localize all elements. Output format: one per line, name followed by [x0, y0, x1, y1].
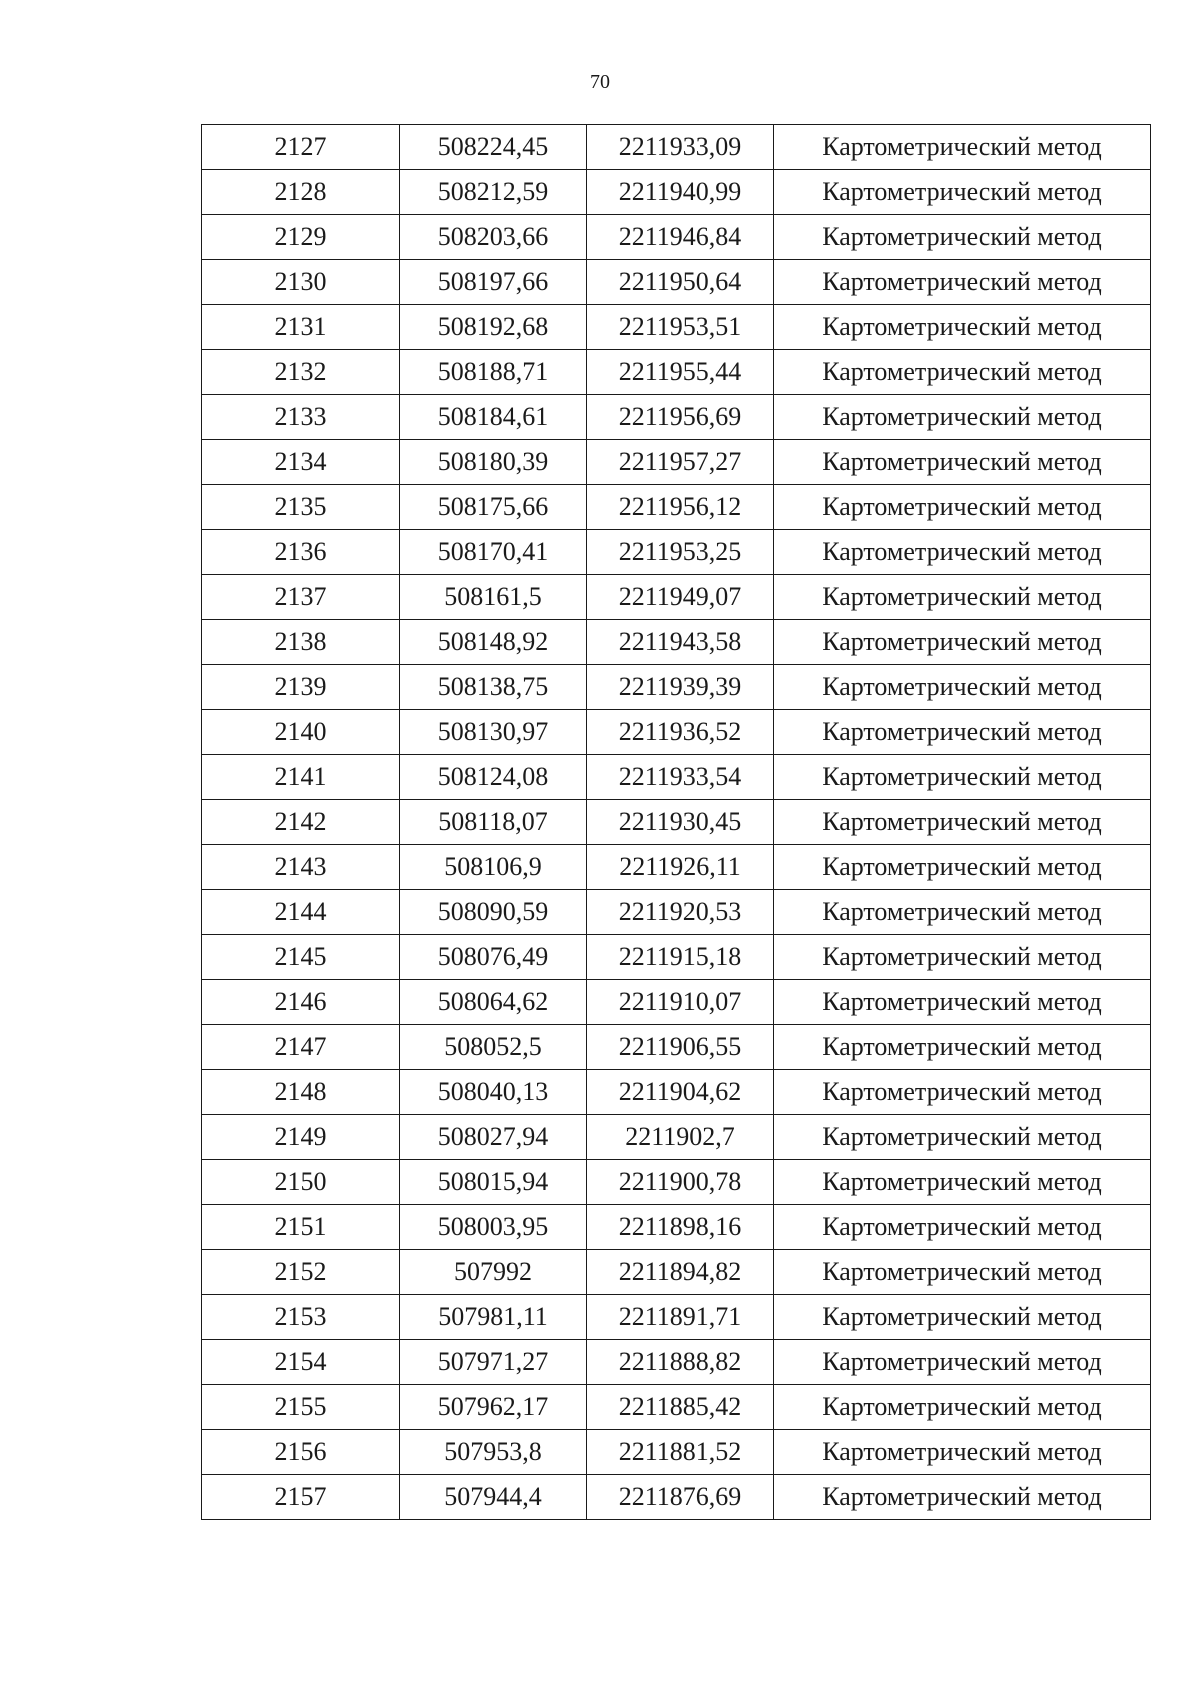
method-cell: Картометрический метод: [774, 125, 1151, 170]
table-row: [202, 395, 1151, 440]
y-coordinate-cell: 2211915,18: [587, 935, 774, 980]
x-coordinate-cell: 508076,49: [400, 935, 587, 980]
y-coordinate-cell: 2211881,52: [587, 1430, 774, 1475]
method-cell: Картометрический метод: [774, 755, 1151, 800]
table-row: [202, 305, 1151, 350]
y-coordinate-cell: 2211898,16: [587, 1205, 774, 1250]
point-number-cell: 2146: [202, 980, 400, 1025]
x-coordinate-cell: 508224,45: [400, 125, 587, 170]
method-cell: Картометрический метод: [774, 1115, 1151, 1160]
table-row: [202, 1160, 1151, 1205]
point-number-cell: 2132: [202, 350, 400, 395]
table-row: [202, 575, 1151, 620]
table-row: [202, 125, 1151, 170]
method-cell: Картометрический метод: [774, 440, 1151, 485]
y-coordinate-cell: 2211953,51: [587, 305, 774, 350]
table-row: [202, 1295, 1151, 1340]
method-cell: Картометрический метод: [774, 845, 1151, 890]
table-row: [202, 1340, 1151, 1385]
x-coordinate-cell: 508212,59: [400, 170, 587, 215]
y-coordinate-cell: 2211950,64: [587, 260, 774, 305]
point-number-cell: 2152: [202, 1250, 400, 1295]
y-coordinate-cell: 2211956,12: [587, 485, 774, 530]
table-row: [202, 485, 1151, 530]
x-coordinate-cell: 508148,92: [400, 620, 587, 665]
y-coordinate-cell: 2211920,53: [587, 890, 774, 935]
point-number-cell: 2148: [202, 1070, 400, 1115]
x-coordinate-cell: 508161,5: [400, 575, 587, 620]
table-row: [202, 980, 1151, 1025]
method-cell: Картометрический метод: [774, 215, 1151, 260]
method-cell: Картометрический метод: [774, 1295, 1151, 1340]
x-coordinate-cell: 508124,08: [400, 755, 587, 800]
table-row: [202, 935, 1151, 980]
method-cell: Картометрический метод: [774, 710, 1151, 755]
x-coordinate-cell: 508188,71: [400, 350, 587, 395]
point-number-cell: 2154: [202, 1340, 400, 1385]
y-coordinate-cell: 2211894,82: [587, 1250, 774, 1295]
table-row: [202, 530, 1151, 575]
x-coordinate-cell: 508138,75: [400, 665, 587, 710]
point-number-cell: 2140: [202, 710, 400, 755]
y-coordinate-cell: 2211949,07: [587, 575, 774, 620]
table-row: [202, 440, 1151, 485]
x-coordinate-cell: 508040,13: [400, 1070, 587, 1115]
point-number-cell: 2133: [202, 395, 400, 440]
method-cell: Картометрический метод: [774, 350, 1151, 395]
point-number-cell: 2150: [202, 1160, 400, 1205]
page-number: 70: [590, 71, 610, 93]
point-number-cell: 2151: [202, 1205, 400, 1250]
method-cell: Картометрический метод: [774, 1205, 1151, 1250]
point-number-cell: 2137: [202, 575, 400, 620]
method-cell: Картометрический метод: [774, 170, 1151, 215]
y-coordinate-cell: 2211956,69: [587, 395, 774, 440]
method-cell: Картометрический метод: [774, 620, 1151, 665]
point-number-cell: 2155: [202, 1385, 400, 1430]
method-cell: Картометрический метод: [774, 485, 1151, 530]
table-row: [202, 215, 1151, 260]
x-coordinate-cell: 508003,95: [400, 1205, 587, 1250]
point-number-cell: 2134: [202, 440, 400, 485]
point-number-cell: 2153: [202, 1295, 400, 1340]
point-number-cell: 2142: [202, 800, 400, 845]
method-cell: Картометрический метод: [774, 890, 1151, 935]
method-cell: Картометрический метод: [774, 395, 1151, 440]
x-coordinate-cell: 508130,97: [400, 710, 587, 755]
table-row: [202, 1070, 1151, 1115]
table-row: [202, 1250, 1151, 1295]
point-number-cell: 2128: [202, 170, 400, 215]
point-number-cell: 2144: [202, 890, 400, 935]
y-coordinate-cell: 2211933,09: [587, 125, 774, 170]
table-row: [202, 710, 1151, 755]
point-number-cell: 2143: [202, 845, 400, 890]
x-coordinate-cell: 508106,9: [400, 845, 587, 890]
table-row: [202, 170, 1151, 215]
method-cell: Картометрический метод: [774, 935, 1151, 980]
method-cell: Картометрический метод: [774, 1475, 1151, 1520]
y-coordinate-cell: 2211946,84: [587, 215, 774, 260]
y-coordinate-cell: 2211904,62: [587, 1070, 774, 1115]
point-number-cell: 2147: [202, 1025, 400, 1070]
table-row: [202, 260, 1151, 305]
method-cell: Картометрический метод: [774, 260, 1151, 305]
point-number-cell: 2130: [202, 260, 400, 305]
x-coordinate-cell: 507962,17: [400, 1385, 587, 1430]
x-coordinate-cell: 508052,5: [400, 1025, 587, 1070]
y-coordinate-cell: 2211876,69: [587, 1475, 774, 1520]
method-cell: Картометрический метод: [774, 1340, 1151, 1385]
x-coordinate-cell: 508064,62: [400, 980, 587, 1025]
x-coordinate-cell: 508090,59: [400, 890, 587, 935]
method-cell: Картометрический метод: [774, 530, 1151, 575]
x-coordinate-cell: 507944,4: [400, 1475, 587, 1520]
table-row: [202, 755, 1151, 800]
x-coordinate-cell: 508015,94: [400, 1160, 587, 1205]
x-coordinate-cell: 507981,11: [400, 1295, 587, 1340]
x-coordinate-cell: 508197,66: [400, 260, 587, 305]
point-number-cell: 2149: [202, 1115, 400, 1160]
y-coordinate-cell: 2211926,11: [587, 845, 774, 890]
table-row: [202, 665, 1151, 710]
point-number-cell: 2129: [202, 215, 400, 260]
table-row: [202, 1115, 1151, 1160]
point-number-cell: 2131: [202, 305, 400, 350]
x-coordinate-cell: 508118,07: [400, 800, 587, 845]
x-coordinate-cell: 508184,61: [400, 395, 587, 440]
table-row: [202, 1025, 1151, 1070]
method-cell: Картометрический метод: [774, 1250, 1151, 1295]
y-coordinate-cell: 2211910,07: [587, 980, 774, 1025]
point-number-cell: 2139: [202, 665, 400, 710]
method-cell: Картометрический метод: [774, 1385, 1151, 1430]
point-number-cell: 2127: [202, 125, 400, 170]
y-coordinate-cell: 2211943,58: [587, 620, 774, 665]
point-number-cell: 2141: [202, 755, 400, 800]
method-cell: Картометрический метод: [774, 800, 1151, 845]
table-row: [202, 800, 1151, 845]
method-cell: Картометрический метод: [774, 575, 1151, 620]
table-row: [202, 620, 1151, 665]
method-cell: Картометрический метод: [774, 665, 1151, 710]
coordinates-table-body: [202, 125, 1151, 1520]
y-coordinate-cell: 2211902,7: [587, 1115, 774, 1160]
y-coordinate-cell: 2211933,54: [587, 755, 774, 800]
method-cell: Картометрический метод: [774, 1070, 1151, 1115]
y-coordinate-cell: 2211891,71: [587, 1295, 774, 1340]
y-coordinate-cell: 2211936,52: [587, 710, 774, 755]
method-cell: Картометрический метод: [774, 1025, 1151, 1070]
table-row: [202, 1385, 1151, 1430]
method-cell: Картометрический метод: [774, 305, 1151, 350]
y-coordinate-cell: 2211953,25: [587, 530, 774, 575]
x-coordinate-cell: 507953,8: [400, 1430, 587, 1475]
table-row: [202, 1205, 1151, 1250]
table-row: [202, 845, 1151, 890]
table-row: [202, 1475, 1151, 1520]
x-coordinate-cell: 508027,94: [400, 1115, 587, 1160]
point-number-cell: 2135: [202, 485, 400, 530]
table-row: [202, 890, 1151, 935]
y-coordinate-cell: 2211940,99: [587, 170, 774, 215]
y-coordinate-cell: 2211906,55: [587, 1025, 774, 1070]
y-coordinate-cell: 2211955,44: [587, 350, 774, 395]
x-coordinate-cell: 508203,66: [400, 215, 587, 260]
method-cell: Картометрический метод: [774, 1430, 1151, 1475]
x-coordinate-cell: 508192,68: [400, 305, 587, 350]
x-coordinate-cell: 507992: [400, 1250, 587, 1295]
point-number-cell: 2145: [202, 935, 400, 980]
y-coordinate-cell: 2211885,42: [587, 1385, 774, 1430]
point-number-cell: 2156: [202, 1430, 400, 1475]
method-cell: Картометрический метод: [774, 980, 1151, 1025]
y-coordinate-cell: 2211900,78: [587, 1160, 774, 1205]
x-coordinate-cell: 508170,41: [400, 530, 587, 575]
x-coordinate-cell: 508180,39: [400, 440, 587, 485]
y-coordinate-cell: 2211939,39: [587, 665, 774, 710]
y-coordinate-cell: 2211888,82: [587, 1340, 774, 1385]
y-coordinate-cell: 2211930,45: [587, 800, 774, 845]
point-number-cell: 2157: [202, 1475, 400, 1520]
coordinates-table: [201, 124, 1151, 1520]
x-coordinate-cell: 508175,66: [400, 485, 587, 530]
point-number-cell: 2138: [202, 620, 400, 665]
table-row: [202, 350, 1151, 395]
table-row: [202, 1430, 1151, 1475]
y-coordinate-cell: 2211957,27: [587, 440, 774, 485]
x-coordinate-cell: 507971,27: [400, 1340, 587, 1385]
method-cell: Картометрический метод: [774, 1160, 1151, 1205]
point-number-cell: 2136: [202, 530, 400, 575]
